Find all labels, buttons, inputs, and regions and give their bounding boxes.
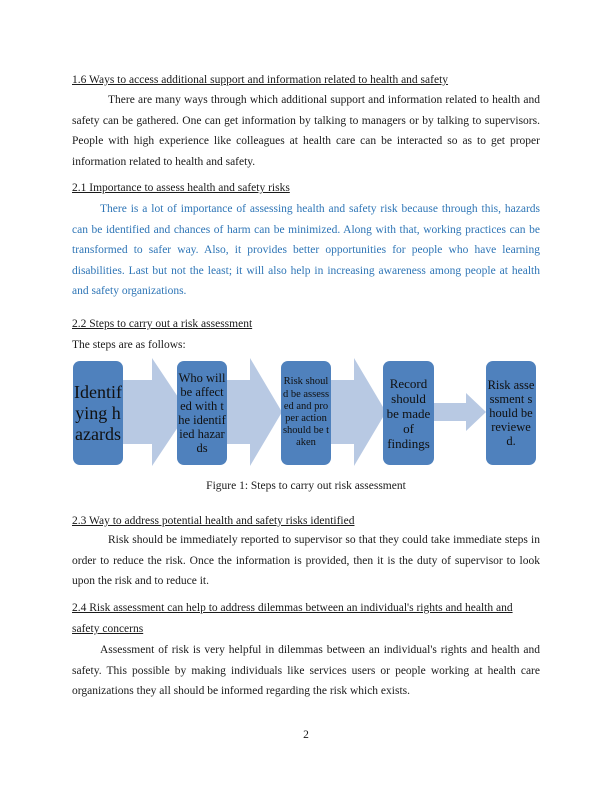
heading-2-1: 2.1 Importance to assess health and safety risks: [72, 182, 290, 194]
step-4-label: Record should be made of findings: [386, 375, 431, 451]
arrow-3-icon: [330, 358, 388, 466]
arrow-2-icon: [226, 358, 284, 466]
step-2-label: Who will be affected with the identified hazards: [178, 371, 226, 455]
step-5-label: Risk assessment should be reviewed.: [487, 378, 535, 448]
figure-caption: Figure 1: Steps to carry out risk assessment: [206, 480, 406, 492]
step-3-box: [281, 361, 331, 465]
heading-1-6: 1.6 Ways to access additional support and information related to health and safety: [72, 74, 449, 86]
step-1-label: Identifying hazards: [74, 381, 122, 444]
paragraph-1-6: There are many ways through which additional support and information related to health and safety can be gathered. One can get information by talking to managers or by talking to supervisors. People with high experience like colleagues at health care can be interacted so as to get proper information related to health and safety.: [72, 94, 540, 168]
step-1-box: [73, 361, 123, 465]
step-4-box: [383, 361, 434, 465]
heading-2-4: 2.4 Risk assessment can help to address dilemmas between an individual's rights and health and safety concerns: [72, 602, 513, 635]
arrow-4-icon: [434, 393, 488, 431]
heading-2-3: 2.3 Way to address potential health and safety risks identified: [72, 515, 355, 527]
paragraph-2-3: Risk should be immediately reported to supervisor so that they could take immediate steps in order to reduce the risk. Once the information is provided, then it is the duty of supervisor to look upon the risk and to reduce it.: [72, 534, 540, 588]
step-5-box: [486, 361, 536, 465]
steps-intro: The steps are as follows:: [72, 339, 186, 351]
paragraph-2-1: There is a lot of importance of assessing health and safety risk because through this, hazards can be identified and chances of harm can be minimized. Along with that, working practices can be transformed to safer way. Also, it provides better opportunities for people who have learning disabilities. Last but not the least; it will also help in increasing awareness among people at health and safety organizations.: [72, 203, 540, 298]
paragraph-2-4: Assessment of risk is very helpful in dilemmas between an individual's rights and health and safety. This possible by making individuals like services users or people working at health care organizations they all should be informed regarding the risk which exists.: [72, 644, 540, 698]
page-number: 2: [303, 729, 309, 741]
step-2-box: [177, 361, 227, 465]
heading-2-2: 2.2 Steps to carry out a risk assessment: [72, 318, 253, 330]
step-3-label: Risk should be assessed and proper action should be taken: [282, 376, 330, 449]
